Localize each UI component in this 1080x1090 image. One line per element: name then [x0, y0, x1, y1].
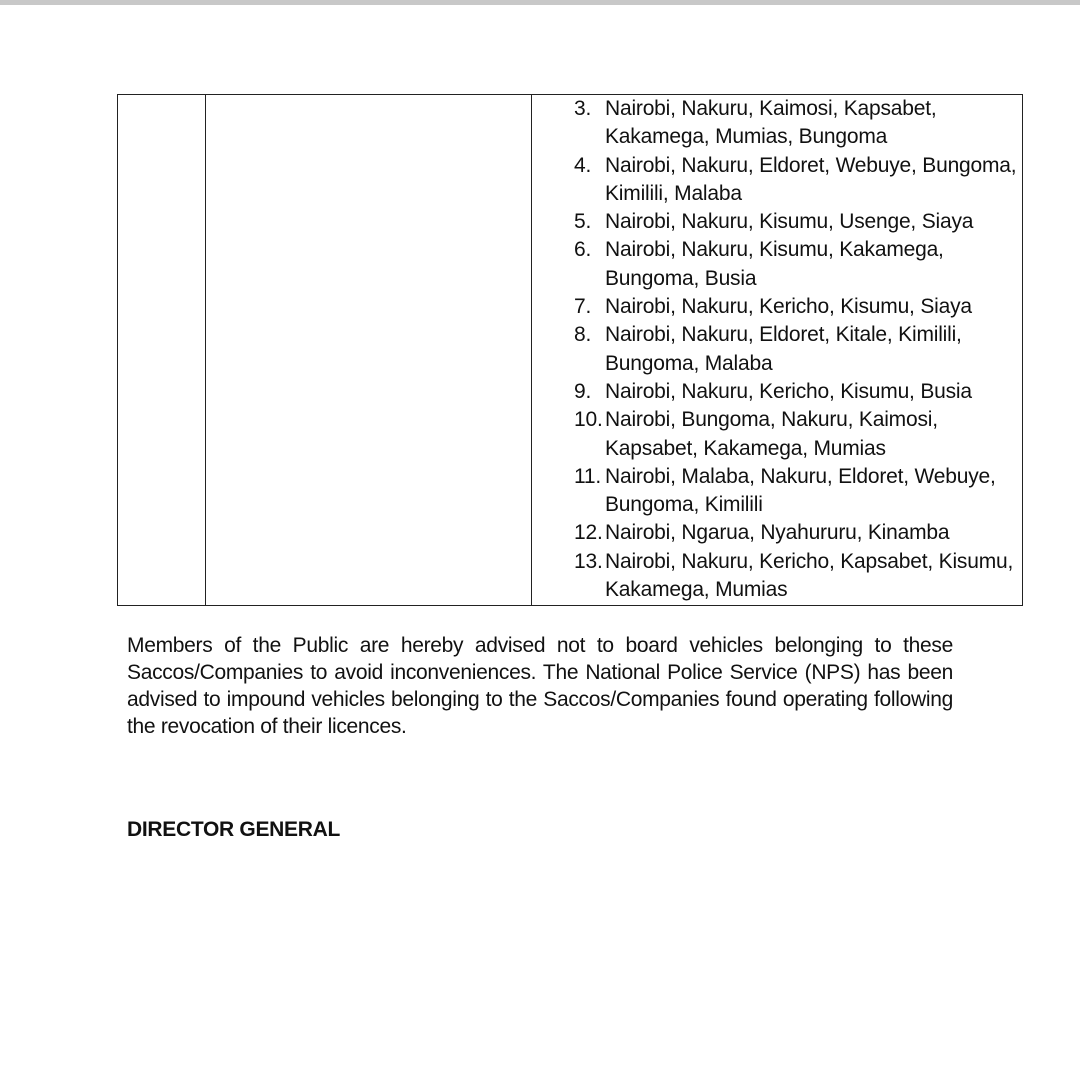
list-item	[574, 519, 1022, 547]
route-number: 11.	[574, 464, 602, 488]
list-item	[574, 463, 1022, 520]
list-item	[574, 208, 1022, 236]
signature-title: DIRECTOR GENERAL	[127, 818, 340, 841]
route-text: Nairobi, Nakuru, Eldoret, Kitale, Kimilili, Bungoma, Malaba	[605, 323, 962, 375]
list-item	[574, 95, 1022, 152]
list-item	[574, 406, 1022, 463]
route-number: 7.	[574, 295, 592, 319]
table-cell-sacco	[206, 95, 532, 606]
route-number: 13.	[574, 549, 603, 573]
public-notice-paragraph: Members of the Public are hereby advised not to board vehicles belonging to these Saccos/Companies to avoid inconveniences. The National Police Service (NPS) has been advised to impound vehicles belonging to the Saccos/Companies found operating following the revocation of their licences.	[127, 634, 953, 738]
route-text: Nairobi, Nakuru, Kaimosi, Kapsabet, Kakamega, Mumias, Bungoma	[605, 97, 937, 149]
table-cell-routes	[532, 95, 1023, 606]
route-text: Nairobi, Nakuru, Kericho, Kapsabet, Kisumu, Kakamega, Mumias	[605, 549, 1014, 602]
list-item	[574, 378, 1022, 406]
route-text: Nairobi, Nakuru, Kericho, Kisumu, Busia	[605, 379, 972, 403]
table-cell-number	[118, 95, 206, 606]
route-text: Nairobi, Nakuru, Kisumu, Kakamega, Bungoma, Busia	[605, 238, 944, 290]
route-number: 9.	[574, 379, 592, 403]
list-item	[574, 152, 1022, 209]
route-text: Nairobi, Bungoma, Nakuru, Kaimosi, Kapsabet, Kakamega, Mumias	[605, 408, 938, 460]
route-number: 6.	[574, 238, 592, 262]
routes-table	[117, 94, 1023, 606]
list-item	[574, 293, 1022, 321]
route-number: 10.	[574, 408, 603, 432]
table-row	[118, 95, 1023, 606]
route-number: 4.	[574, 153, 592, 177]
route-text: Nairobi, Ngarua, Nyahururu, Kinamba	[605, 521, 950, 545]
route-number: 3.	[574, 97, 592, 120]
route-text: Nairobi, Malaba, Nakuru, Eldoret, Webuye, Bungoma, Kimilili	[605, 464, 996, 517]
top-border-rule	[0, 0, 1080, 5]
route-number: 8.	[574, 323, 592, 347]
list-item	[574, 548, 1022, 605]
route-text: Nairobi, Nakuru, Kericho, Kisumu, Siaya	[605, 295, 972, 319]
list-item	[574, 321, 1022, 378]
route-number: 5.	[574, 210, 592, 234]
route-number: 12.	[574, 521, 603, 545]
route-text: Nairobi, Nakuru, Kisumu, Usenge, Siaya	[605, 210, 974, 234]
route-text: Nairobi, Nakuru, Eldoret, Webuye, Bungoma, Kimilili, Malaba	[605, 153, 1017, 205]
list-item	[574, 236, 1022, 293]
route-list	[532, 95, 1022, 604]
